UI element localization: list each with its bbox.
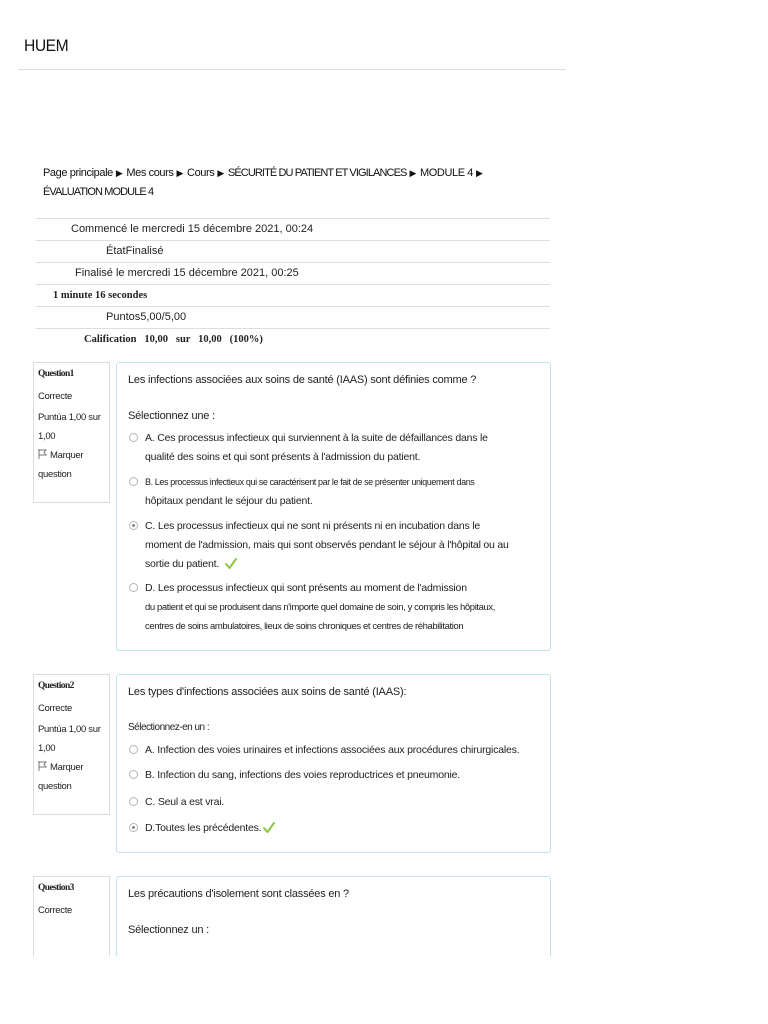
breadcrumb-item-home[interactable]: Page principale bbox=[43, 167, 113, 179]
option-text-line1: D. Les processus infectieux qui sont présents au moment de l'admission bbox=[145, 582, 467, 594]
breadcrumb-item-my-courses[interactable]: Mes cours bbox=[126, 167, 174, 179]
summary-time-taken: 1 minute 16 secondes bbox=[53, 290, 148, 301]
option-text-line3: centres de soins ambulatoires, lieux de soins chroniques et centres de réhabilitation bbox=[145, 621, 464, 632]
breadcrumb-item-course[interactable]: SÉCURITÉ DU PATIENT ET VIGILANCES bbox=[227, 167, 407, 179]
radio-button-selected[interactable] bbox=[129, 521, 138, 530]
summary-started: Commencé le mercredi 15 décembre 2021, 00:24 bbox=[71, 223, 314, 235]
question-text: Les types d'infections associées aux soins de santé (IAAS): bbox=[128, 686, 407, 698]
question-number: Question1 bbox=[38, 369, 74, 379]
option-text-label: D.Toutes les précédentes. bbox=[145, 822, 262, 834]
breadcrumb-separator-icon: ▶ bbox=[115, 168, 123, 178]
flag-question-button[interactable] bbox=[38, 446, 105, 484]
option-text: B. Infection du sang, infections des voies reproductrices et pneumonie. bbox=[145, 769, 460, 781]
summary-row-state bbox=[36, 241, 550, 263]
answer-option-d[interactable] bbox=[129, 579, 539, 636]
flag-label-line2: question bbox=[38, 781, 72, 792]
summary-finished: Finalisé le mercredi 15 décembre 2021, 00:25 bbox=[75, 267, 299, 279]
header-divider bbox=[18, 69, 566, 70]
option-text: A. Infection des voies urinaires et infections associées aux procédures chirurgicales. bbox=[145, 744, 520, 756]
question-score bbox=[38, 408, 105, 446]
question-number: Question2 bbox=[38, 681, 74, 691]
question-text: Les précautions d'isolement sont classées en ? bbox=[128, 888, 349, 900]
breadcrumb-separator-icon: ▶ bbox=[176, 168, 184, 178]
question-info-3 bbox=[33, 876, 110, 956]
option-text-line2: hôpitaux pendant le séjour du patient. bbox=[145, 495, 313, 507]
answer-option-d[interactable] bbox=[129, 819, 539, 838]
radio-button[interactable] bbox=[129, 745, 138, 754]
summary-grade: Calification 10,00 sur 10,00 (100%) bbox=[84, 334, 263, 345]
breadcrumb-separator-icon: ▶ bbox=[476, 168, 483, 178]
summary-row-time bbox=[36, 285, 550, 307]
option-text-line3 bbox=[145, 555, 539, 574]
question-status: Correcte bbox=[38, 905, 73, 916]
summary-row-points bbox=[36, 307, 550, 329]
breadcrumb-item-evaluation[interactable]: ÉVALUATION MODULE 4 bbox=[43, 186, 154, 198]
summary-points: Puntos5,00/5,00 bbox=[106, 311, 187, 323]
radio-button[interactable] bbox=[129, 477, 138, 486]
radio-button-selected[interactable] bbox=[129, 823, 138, 832]
question-score-line2: 1,00 bbox=[38, 743, 56, 754]
question-score-line1: Puntúa 1,00 sur bbox=[38, 724, 101, 735]
answer-prompt: Sélectionnez-en un : bbox=[128, 722, 210, 733]
summary-row-grade bbox=[36, 329, 550, 350]
breadcrumb bbox=[43, 164, 483, 202]
summary-row-finished bbox=[36, 263, 550, 285]
option-text-line2: moment de l'admission, mais qui sont observés pendant le séjour à l'hôpital ou au bbox=[145, 539, 509, 551]
option-text: C. Seul a est vrai. bbox=[145, 796, 225, 808]
flag-label-line1: Marquer bbox=[50, 762, 84, 773]
flag-icon bbox=[38, 449, 48, 459]
answer-option-a[interactable] bbox=[129, 429, 539, 467]
option-text-line1: A. Ces processus infectieux qui surviennent à la suite de défaillances dans le bbox=[145, 432, 488, 444]
answer-prompt: Sélectionnez une : bbox=[128, 410, 215, 422]
option-text bbox=[145, 819, 539, 838]
option-text-line2: du patient et qui se produisent dans n'importe quel domaine de soin, y compris les hôpitaux, bbox=[145, 602, 495, 613]
question-info-2 bbox=[33, 674, 110, 815]
answer-option-c[interactable] bbox=[129, 793, 539, 812]
question-number: Question3 bbox=[38, 883, 74, 893]
answer-option-a[interactable] bbox=[129, 741, 539, 760]
answer-option-b[interactable] bbox=[129, 473, 539, 511]
flag-icon bbox=[38, 761, 48, 771]
breadcrumb-separator-icon: ▶ bbox=[409, 168, 416, 178]
question-box-2 bbox=[116, 674, 551, 853]
correct-check-icon bbox=[263, 822, 275, 833]
flag-label-line1: Marquer bbox=[50, 450, 84, 461]
question-status: Correcte bbox=[38, 391, 73, 402]
answer-prompt: Sélectionnez un : bbox=[128, 924, 209, 936]
summary-row-started bbox=[36, 219, 550, 241]
flag-label-line2: question bbox=[38, 469, 72, 480]
correct-check-icon bbox=[225, 558, 237, 569]
radio-button[interactable] bbox=[129, 770, 138, 779]
option-text-line3-label: sortie du patient. bbox=[145, 558, 220, 570]
radio-button[interactable] bbox=[129, 797, 138, 806]
question-info-1 bbox=[33, 362, 110, 503]
option-text-line1: B. Les processus infectieux qui se caractérisent par le fait de se présenter uniquement dans bbox=[145, 477, 475, 487]
option-text-line2: qualité des soins et qui sont présents à l'admission du patient. bbox=[145, 451, 421, 463]
question-score-line1: Puntúa 1,00 sur bbox=[38, 412, 101, 423]
answer-option-b[interactable] bbox=[129, 766, 539, 785]
question-score-line2: 1,00 bbox=[38, 431, 56, 442]
question-box-3 bbox=[116, 876, 551, 956]
question-box-1 bbox=[116, 362, 551, 651]
flag-question-button[interactable] bbox=[38, 758, 105, 796]
question-text: Les infections associées aux soins de santé (IAAS) sont définies comme ? bbox=[128, 374, 477, 386]
radio-button[interactable] bbox=[129, 583, 138, 592]
question-score bbox=[38, 720, 105, 758]
option-text-line1: C. Les processus infectieux qui ne sont ni présents ni en incubation dans le bbox=[145, 520, 481, 532]
breadcrumb-item-courses[interactable]: Cours bbox=[187, 167, 215, 179]
breadcrumb-item-module[interactable]: MODULE 4 bbox=[419, 167, 474, 179]
breadcrumb-separator-icon: ▶ bbox=[217, 168, 224, 178]
answer-option-c[interactable] bbox=[129, 517, 539, 574]
summary-state: ÉtatFinalisé bbox=[106, 245, 164, 257]
radio-button[interactable] bbox=[129, 433, 138, 442]
attempt-summary-table bbox=[36, 218, 550, 350]
question-status: Correcte bbox=[38, 703, 73, 714]
site-name[interactable]: HUEM bbox=[24, 36, 69, 55]
